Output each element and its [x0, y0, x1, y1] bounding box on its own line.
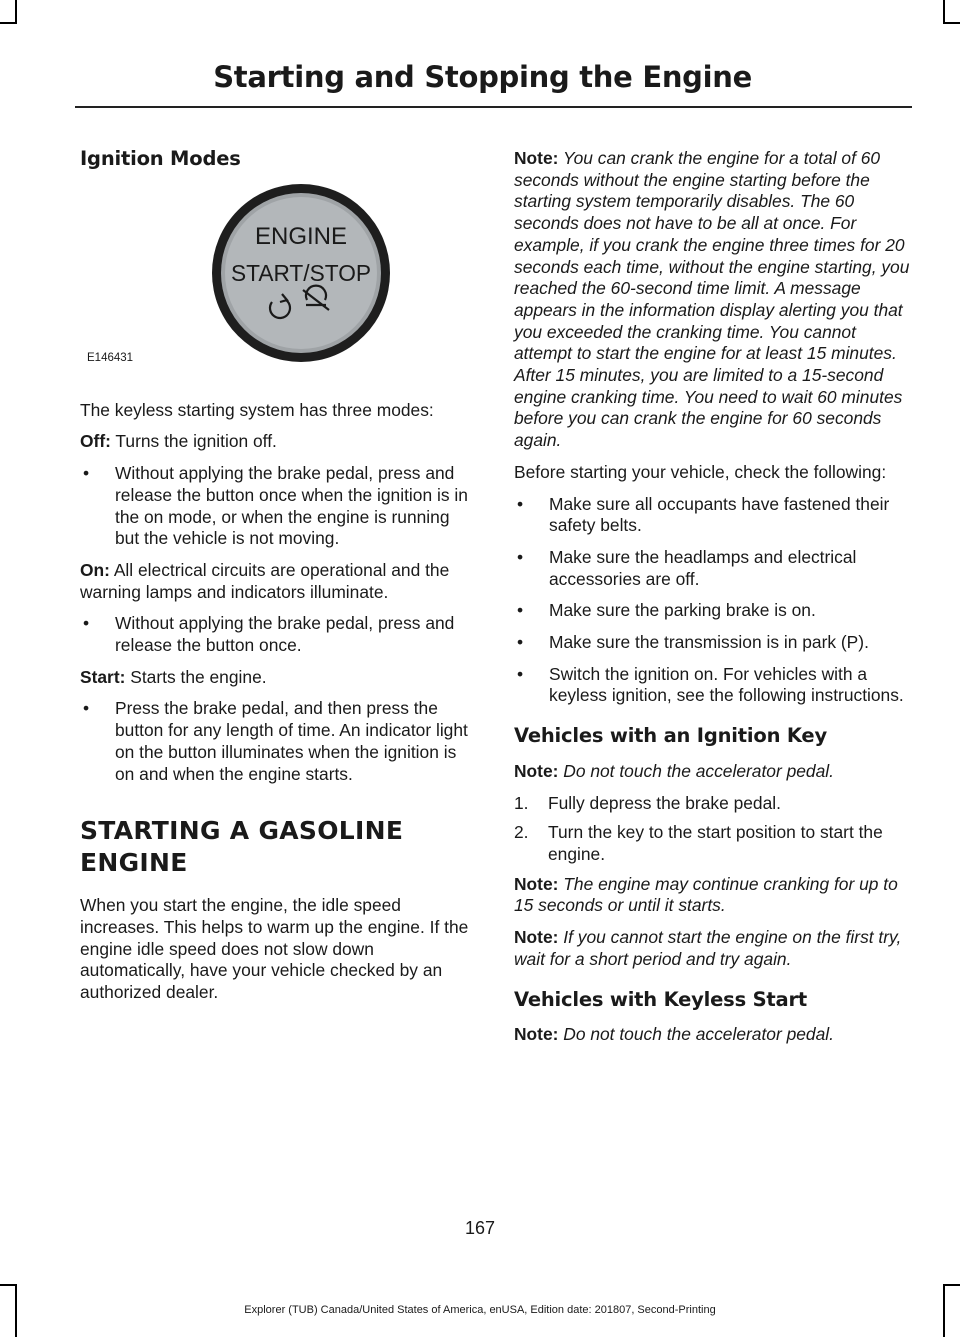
section-paragraph: When you start the engine, the idle speed increases. This helps to warm up the engine. If the engine idle speed does not slow down automatically, have your vehicle checked by an authorized dealer. [80, 895, 469, 1003]
check-item: • Make sure all occupants have fastened their safety belts. [514, 494, 910, 537]
keyless-start-note [514, 1024, 910, 1046]
start-text: Starts the engine. [125, 666, 267, 687]
note-label: Note: [514, 927, 559, 948]
left-column [80, 140, 475, 1014]
crop-mark [0, 1284, 17, 1286]
crop-mark [943, 1284, 960, 1286]
crop-mark [0, 22, 17, 24]
off-mode-bullet: • Without applying the brake pedal, press and release the button once when the ignition is in the on mode, or when the engine is running but the vehicle is not moving. [80, 463, 475, 550]
retry-note [514, 927, 910, 970]
page-header-title: Starting and Stopping the Engine [213, 60, 752, 94]
engine-start-stop-figure [80, 182, 475, 372]
right-column [514, 148, 910, 1056]
off-text: Turns the ignition off. [110, 431, 277, 452]
ignition-modes-heading: Ignition Modes [80, 147, 241, 170]
note-label: Note: [514, 148, 559, 168]
section-heading-line2: ENGINE [80, 848, 188, 878]
note-label: Note: [514, 873, 559, 894]
note-text: If you cannot start the engine on the first try, wait for a short period and try again. [514, 927, 902, 969]
page-number: 167 [464, 1218, 496, 1238]
check-intro: Before starting your vehicle, check the following: [514, 461, 887, 482]
figure-label-engine: ENGINE [254, 222, 348, 250]
note-text: The engine may continue cranking for up to 15 seconds or until it starts. [514, 873, 898, 916]
start-mode-bullet: • Press the brake pedal, and then press the button for any length of time. An indicator light on the button illuminates when the ignition is on and when the engine starts. [80, 698, 475, 785]
start-stop-button-illustration [210, 182, 392, 364]
off-label: Off: [80, 431, 111, 452]
off-mode-paragraph [80, 431, 475, 453]
check-item: • Switch the ignition on. For vehicles with a keyless ignition, see the following instructions. [514, 664, 910, 707]
crop-mark [15, 0, 17, 24]
on-mode-paragraph [80, 560, 475, 603]
on-mode-bullet: • Without applying the brake pedal, press and release the button once. [80, 613, 475, 656]
check-item: • Make sure the headlamps and electrical accessories are off. [514, 547, 910, 590]
ignition-key-heading: Vehicles with an Ignition Key [514, 724, 827, 748]
note-text: Do not touch the accelerator pedal. [558, 760, 834, 781]
cranking-note [514, 148, 910, 452]
step-number: 1. [514, 792, 529, 813]
start-label: Start: [80, 666, 126, 687]
page-footer: Explorer (TUB) Canada/United States of America, enUSA, Edition date: 201807, Second-Printing [244, 1304, 716, 1316]
intro-paragraph: The keyless starting system has three modes: [80, 399, 434, 420]
step-text: Turn the key to the start position to start the engine. [548, 822, 883, 864]
note-text: You can crank the engine for a total of 60 seconds without the engine starting before the starting system temporarily disables. The 60 seconds does not have to be all at once. For example, if you crank the engine three times for 20 seconds each time, without the engine starting, you reached the 60-second time limit. A message appears in the information display alerting you that you exceeded the cranking time. You cannot attempt to start the engine for at least 15 minutes. After 15 minutes, you are limited to a 15-second engine cranking time. You need to wait 60 minutes before you can crank the engine for 60 seconds again. [514, 148, 910, 451]
step-item [514, 793, 910, 815]
figure-label-start-stop: START/STOP [231, 259, 371, 286]
ignition-key-note [514, 761, 910, 783]
section-heading-line1: STARTING A GASOLINE [80, 816, 404, 846]
crop-mark [943, 22, 960, 24]
on-label: On: [80, 559, 110, 580]
keyless-start-heading: Vehicles with Keyless Start [514, 987, 808, 1011]
note-label: Note: [514, 760, 559, 781]
note-label: Note: [514, 1024, 559, 1045]
section-heading [80, 817, 475, 877]
start-mode-paragraph [80, 667, 475, 689]
header-rule [75, 106, 912, 108]
crop-mark [943, 0, 945, 24]
check-item: • Make sure the parking brake is on. [514, 600, 910, 622]
step-number: 2. [514, 822, 529, 843]
step-text: Fully depress the brake pedal. [548, 792, 781, 813]
on-text: All electrical circuits are operational and the warning lamps and indicators illuminate. [80, 559, 450, 602]
note-text: Do not touch the accelerator pedal. [558, 1024, 834, 1045]
figure-id: E146431 [87, 352, 134, 364]
cranking-duration-note [514, 874, 910, 917]
step-item [514, 822, 910, 865]
check-item: • Make sure the transmission is in park (P). [514, 632, 910, 654]
